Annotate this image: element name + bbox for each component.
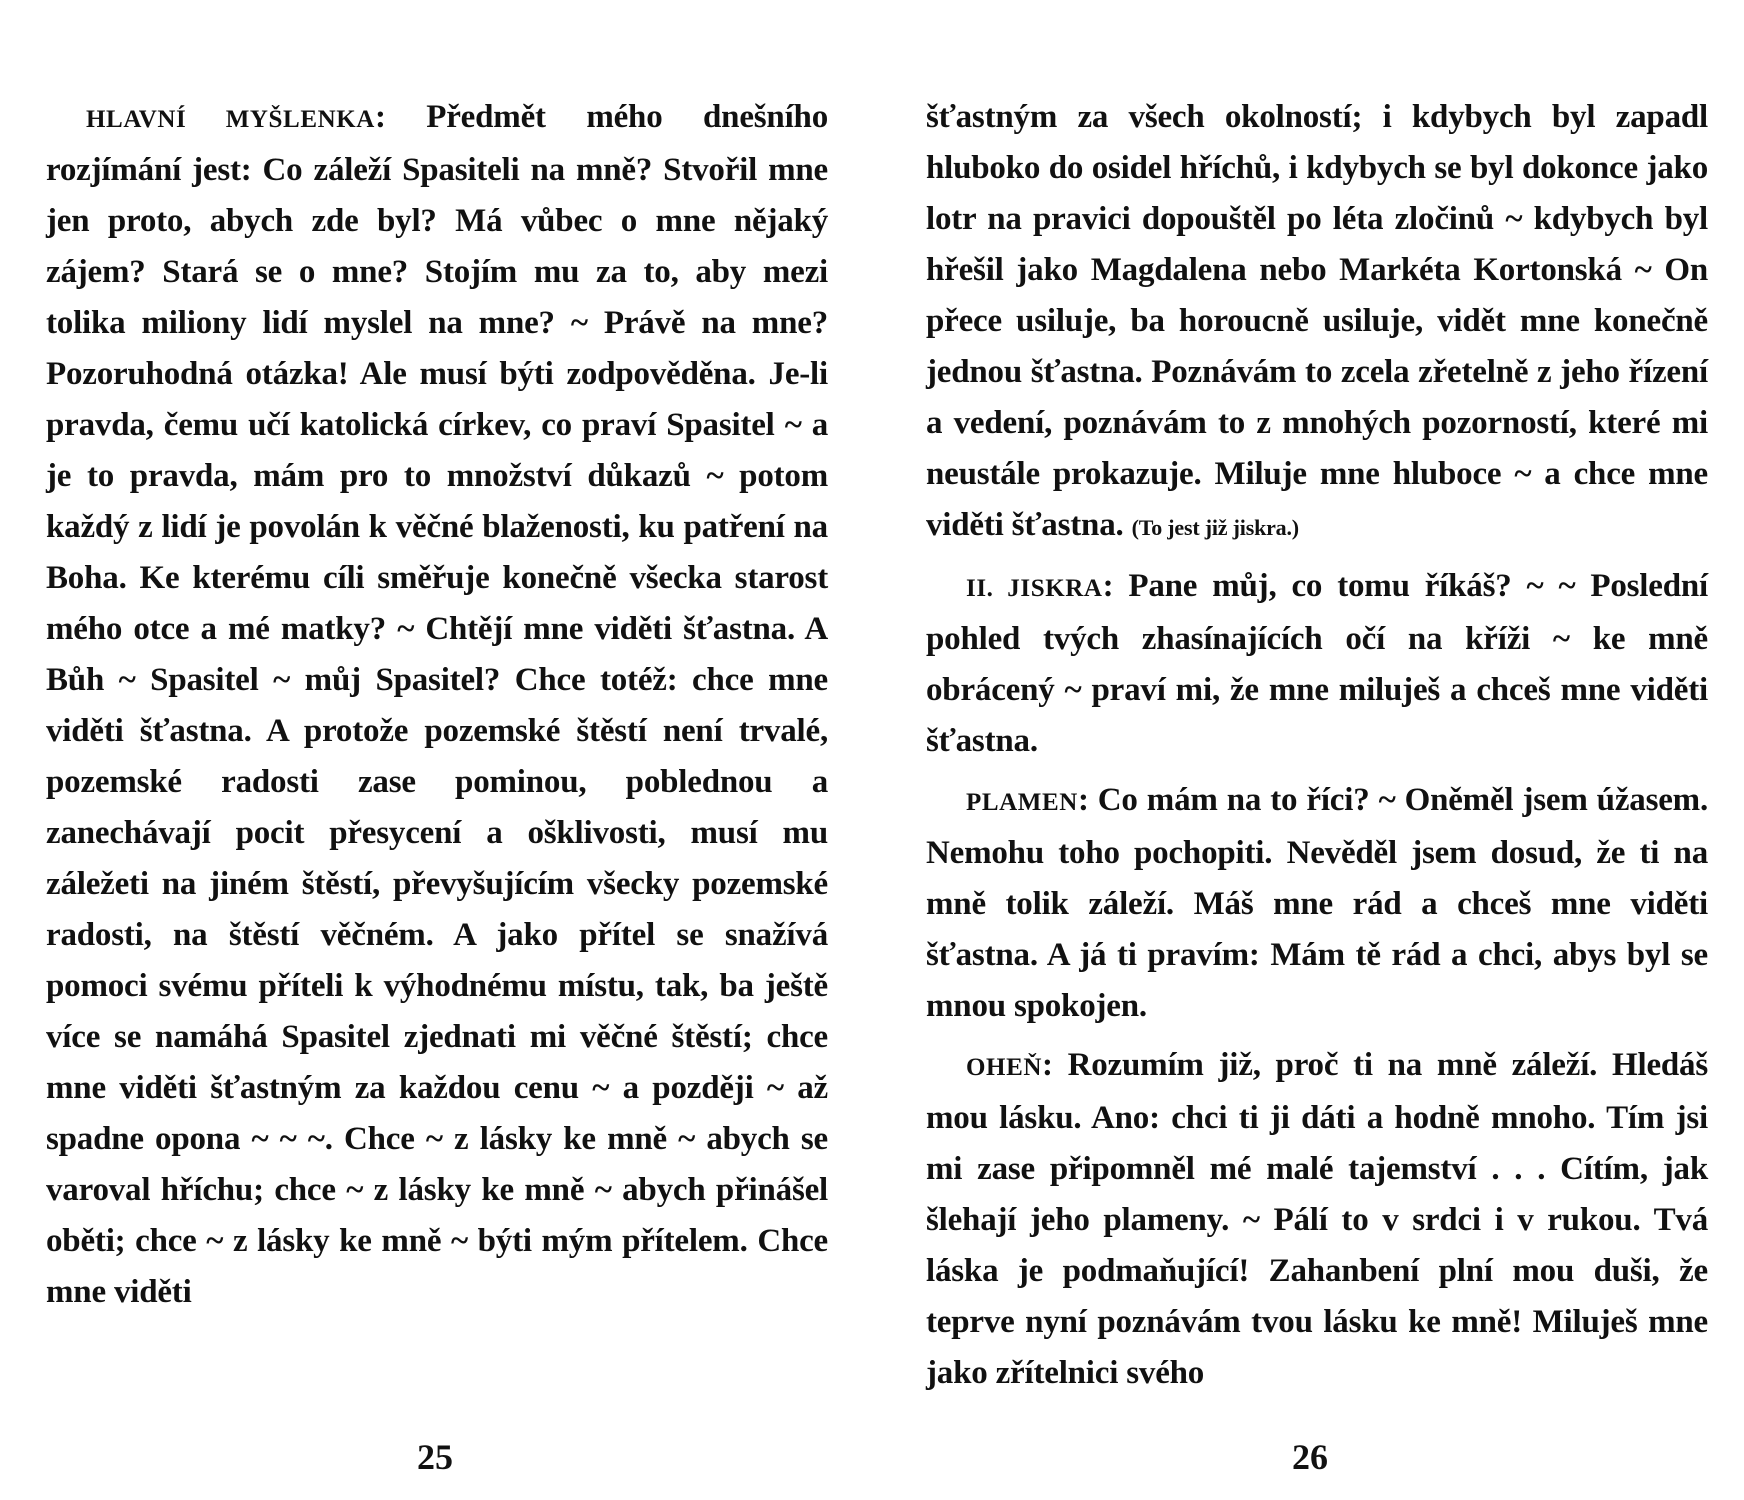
flame-paragraph xyxy=(926,775,1708,1032)
page-number-right: 26 xyxy=(1292,1437,1328,1477)
spark-text: : Pane můj, co tomu říkáš? ~ ~ Poslední pohled tvých zhasínajících očí na kříži ~ ke mně obrácený ~ praví mi, že mne miluješ a chceš mne viděti šťastna. xyxy=(926,568,1708,759)
spark-paragraph xyxy=(926,561,1708,767)
fire-paragraph xyxy=(926,1040,1708,1399)
spark-note: (To jest již jiskra.) xyxy=(1131,515,1299,540)
spark-label: II. JISKRA xyxy=(966,575,1103,602)
continuation-paragraph xyxy=(926,92,1708,553)
main-thought-paragraph xyxy=(46,92,828,1318)
flame-text: : Co mám na to říci? ~ Oněměl jsem úžasem. Nemohu toho pochopiti. Nevěděl jsem dosud, že ti na mně tolik záleží. Máš mne rád a chceš mne viděti šťastna. A já ti pravím: Mám tě rád a chci, abys byl se mnou spokojen. xyxy=(926,782,1708,1024)
continuation-text: šťastným za všech okolností; i kdybych byl zapadl hluboko do osidel hříchů, i kdybych se byl dokonce jako lotr na pravici dopouštěl po léta zločinů ~ kdybych byl hřešil jako Magdalena nebo Markéta Kortonská ~ On přece usiluje, ba horoucně usiluje, vidět mne konečně jednou šťastna. Poznávám to zcela zřetelně z jeho řízení a vedení, poznávám to z mnohých pozorností, které mi neustále prokazuje. Miluje mne hluboce ~ a chce mne viděti šťastna. xyxy=(926,99,1708,543)
main-thought-text: : Předmět mého dnešního rozjímání jest: Co záleží Spasiteli na mně? Stvořil mne jen proto, abych zde byl? Má vůbec o mne nějaký zájem? Stará se o mne? Stojím mu za to, aby mezi tolika miliony lidí myslel na mne? ~ Právě na mne? Pozoruhodná otázka! Ale musí býti zodpověděna. Je-li pravda, čemu učí katolická církev, co praví Spasitel ~ a je to pravda, mám pro to množství důkazů ~ potom každý z lidí je povolán k věčné blaženosti, ku patření na Boha. Ke kterému cíli směřuje konečně všecka starost mého otce a mé matky? ~ Chtějí mne viděti šťastna. A Bůh ~ Spasitel ~ můj Spasitel? Chce totéž: chce mne viděti šťastna. A protože pozemské štěstí není trvalé, pozemské radosti zase pominou, poblednou a zanechávají pocit přesycení a ošklivosti, musí mu záležeti na jiném štěstí, převyšujícím všecky pozemské radosti, na štěstí věčném. A jako přítel se snažívá pomoci svému příteli k výhodnému místu, tak, ba ještě více se namáhá Spasitel zjednati mi věčné štěstí; chce mne viděti šťastným za každou cenu ~ a později ~ až spadne opona ~ ~ ~. Chce ~ z lásky ke mně ~ abych se varoval hříchu; chce ~ z lásky ke mně ~ abych přinášel oběti; chce ~ z lásky ke mně ~ býti mým přítelem. Chce mne viděti xyxy=(46,99,828,1310)
right-page-text xyxy=(926,92,1708,1399)
right-page xyxy=(926,92,1708,1399)
left-page-text xyxy=(46,92,828,1318)
fire-text: : Rozumím již, proč ti na mně záleží. Hledáš mou lásku. Ano: chci ti ji dáti a hodně mnoho. Tím jsi mi zase připomněl mé malé tajemství . . . Cítím, jak šlehají jeho plameny. ~ Pálí to v srdci i v rukou. Tvá láska je podmaňující! Zahanbení plní mou duši, že teprve nyní poznávám tvou lásku ke mně! Miluješ mne jako zřítelnici svého xyxy=(926,1047,1708,1391)
page-number-left: 25 xyxy=(417,1437,453,1477)
main-thought-label: HLAVNÍ MYŠLENKA xyxy=(86,106,375,133)
fire-label: OHEŇ xyxy=(966,1054,1043,1081)
left-page xyxy=(46,92,828,1318)
flame-label: PLAMEN xyxy=(966,789,1078,816)
